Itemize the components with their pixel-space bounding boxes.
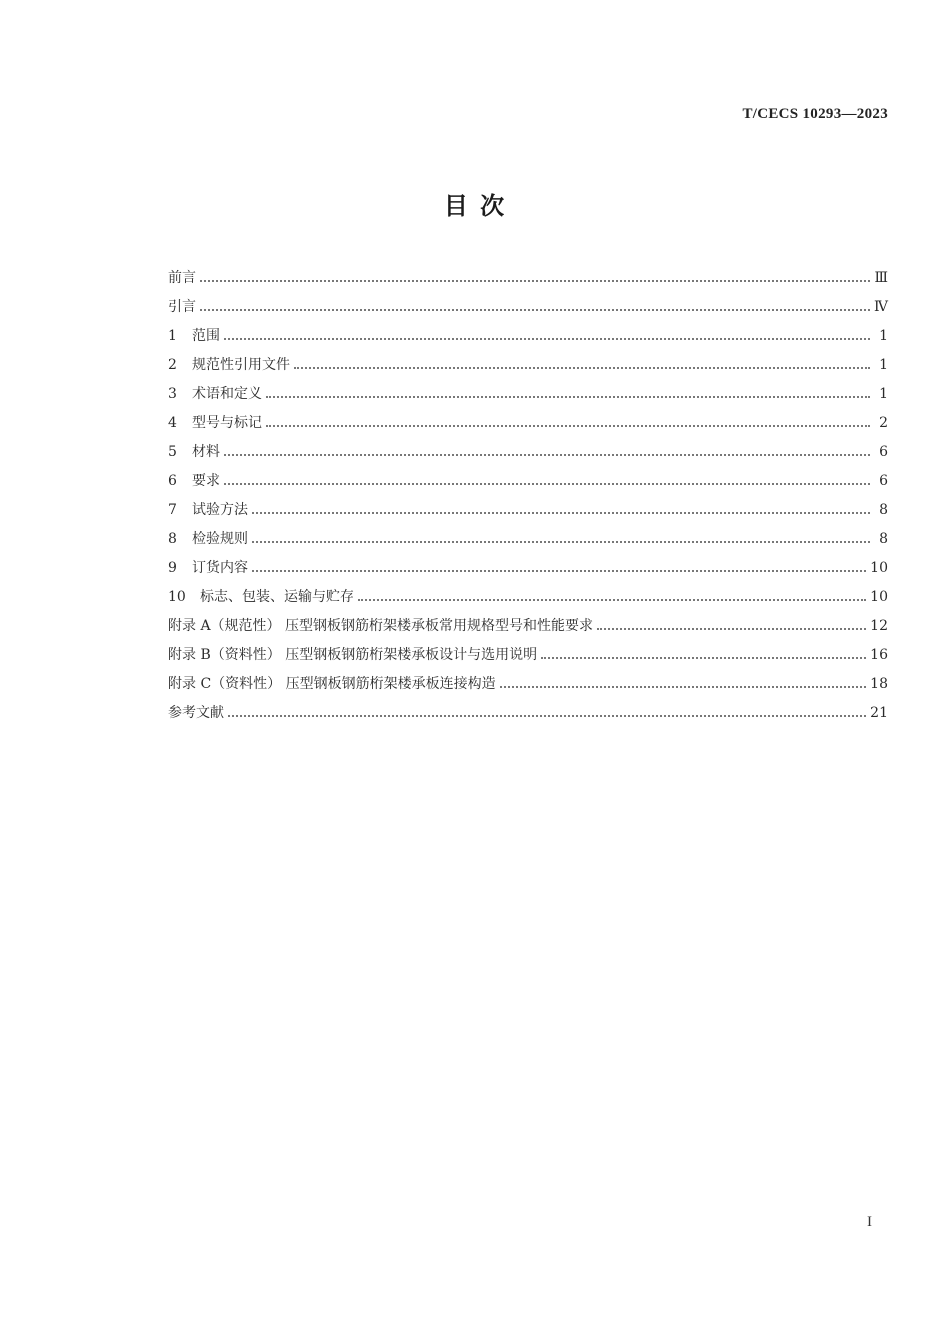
page-number: I — [867, 1214, 872, 1230]
toc-entry[interactable] — [168, 467, 888, 496]
toc-entry-text: 试验方法 — [192, 502, 248, 518]
toc-leader-dots — [224, 453, 870, 456]
toc-leader-dots — [266, 424, 870, 427]
toc-entry-label — [168, 467, 220, 496]
table-of-contents — [168, 264, 888, 728]
toc-entry-text: 规范性引用文件 — [192, 357, 290, 373]
toc-leader-dots — [541, 656, 866, 659]
toc-leader-dots — [294, 366, 870, 369]
toc-entry-page: 8 — [879, 502, 888, 518]
toc-entry-label — [168, 409, 262, 438]
toc-entry-page: 16 — [870, 647, 888, 663]
toc-leader-dots — [252, 511, 870, 514]
toc-entry-number: 8 — [168, 531, 177, 547]
toc-entry-number: 10 — [168, 589, 186, 605]
toc-leader-dots — [224, 337, 870, 340]
toc-entry-number: 7 — [168, 502, 177, 518]
toc-entry-label — [168, 554, 248, 583]
toc-entry-label — [168, 322, 220, 351]
toc-entry[interactable] — [168, 641, 888, 670]
toc-entry-page: 1 — [879, 328, 888, 344]
toc-entry-label — [168, 496, 248, 525]
toc-entry-text: 附录 B（资料性） 压型钢板钢筋桁架楼承板设计与选用说明 — [168, 647, 538, 663]
toc-entry-page: 10 — [870, 560, 888, 576]
toc-leader-dots — [597, 627, 866, 630]
toc-entry-page: 21 — [870, 705, 888, 721]
toc-entry-page: 1 — [879, 357, 888, 373]
toc-entry-text: 订货内容 — [192, 560, 248, 576]
toc-entry-page: 12 — [870, 618, 888, 634]
toc-entry-page: Ⅳ — [874, 299, 888, 315]
toc-entry-text: 要求 — [192, 473, 220, 489]
toc-entry[interactable] — [168, 322, 888, 351]
toc-entry-text: 引言 — [168, 299, 196, 315]
page-title: 目 次 — [443, 192, 507, 220]
toc-entry[interactable] — [168, 409, 888, 438]
toc-leader-dots — [358, 598, 866, 601]
toc-entry-page: 2 — [879, 415, 888, 431]
toc-entry[interactable] — [168, 380, 888, 409]
toc-leader-dots — [500, 685, 867, 688]
toc-entry-text: 参考文献 — [168, 705, 224, 721]
toc-entry[interactable] — [168, 670, 888, 699]
toc-entry-number: 1 — [168, 328, 177, 344]
toc-leader-dots — [224, 482, 870, 485]
toc-entry-number: 3 — [168, 386, 177, 402]
toc-entry[interactable] — [168, 293, 888, 322]
standard-code: T/CECS 10293—2023 — [742, 106, 888, 122]
toc-entry-text: 术语和定义 — [192, 386, 262, 402]
toc-entry-number: 6 — [168, 473, 177, 489]
toc-entry[interactable] — [168, 583, 888, 612]
toc-entry-text: 范围 — [192, 328, 220, 344]
toc-entry-number: 5 — [168, 444, 177, 460]
toc-leader-dots — [200, 308, 870, 311]
toc-entry[interactable] — [168, 554, 888, 583]
toc-entry-text: 前言 — [168, 270, 196, 286]
toc-leader-dots — [266, 395, 870, 398]
toc-entry-text: 材料 — [192, 444, 220, 460]
toc-entry-label — [168, 351, 290, 380]
toc-entry-label — [168, 264, 196, 293]
toc-entry-label — [168, 438, 220, 467]
toc-entry-page: 8 — [879, 531, 888, 547]
toc-entry[interactable] — [168, 699, 888, 728]
toc-entry-page: Ⅲ — [874, 270, 888, 286]
toc-leader-dots — [200, 279, 870, 282]
toc-leader-dots — [252, 569, 866, 572]
toc-entry-label — [168, 699, 224, 728]
toc-entry-label — [168, 380, 262, 409]
toc-entry-number: 4 — [168, 415, 177, 431]
toc-entry-label — [168, 293, 196, 322]
toc-entry[interactable] — [168, 351, 888, 380]
toc-entry-label — [168, 670, 496, 699]
toc-entry-page: 6 — [879, 473, 888, 489]
toc-entry[interactable] — [168, 525, 888, 554]
toc-entry-text: 检验规则 — [192, 531, 248, 547]
toc-entry-number: 2 — [168, 357, 177, 373]
toc-entry[interactable] — [168, 264, 888, 293]
toc-entry-page: 10 — [870, 589, 888, 605]
toc-entry-number: 9 — [168, 560, 177, 576]
toc-entry-text: 型号与标记 — [192, 415, 262, 431]
toc-entry-text: 附录 A（规范性） 压型钢板钢筋桁架楼承板常用规格型号和性能要求 — [168, 618, 594, 634]
toc-entry-page: 1 — [879, 386, 888, 402]
toc-entry-label — [168, 641, 537, 670]
toc-entry-page: 6 — [879, 444, 888, 460]
toc-leader-dots — [252, 540, 870, 543]
toc-entry[interactable] — [168, 496, 888, 525]
toc-entry-page: 18 — [870, 676, 888, 692]
toc-entry[interactable] — [168, 438, 888, 467]
toc-leader-dots — [228, 714, 866, 717]
toc-entry-text: 标志、包装、运输与贮存 — [200, 589, 354, 605]
toc-entry-label — [168, 525, 248, 554]
toc-entry[interactable] — [168, 612, 888, 641]
toc-entry-label — [168, 612, 593, 641]
toc-entry-text: 附录 C（资料性） 压型钢板钢筋桁架楼承板连接构造 — [168, 676, 496, 692]
toc-entry-label — [168, 583, 354, 612]
